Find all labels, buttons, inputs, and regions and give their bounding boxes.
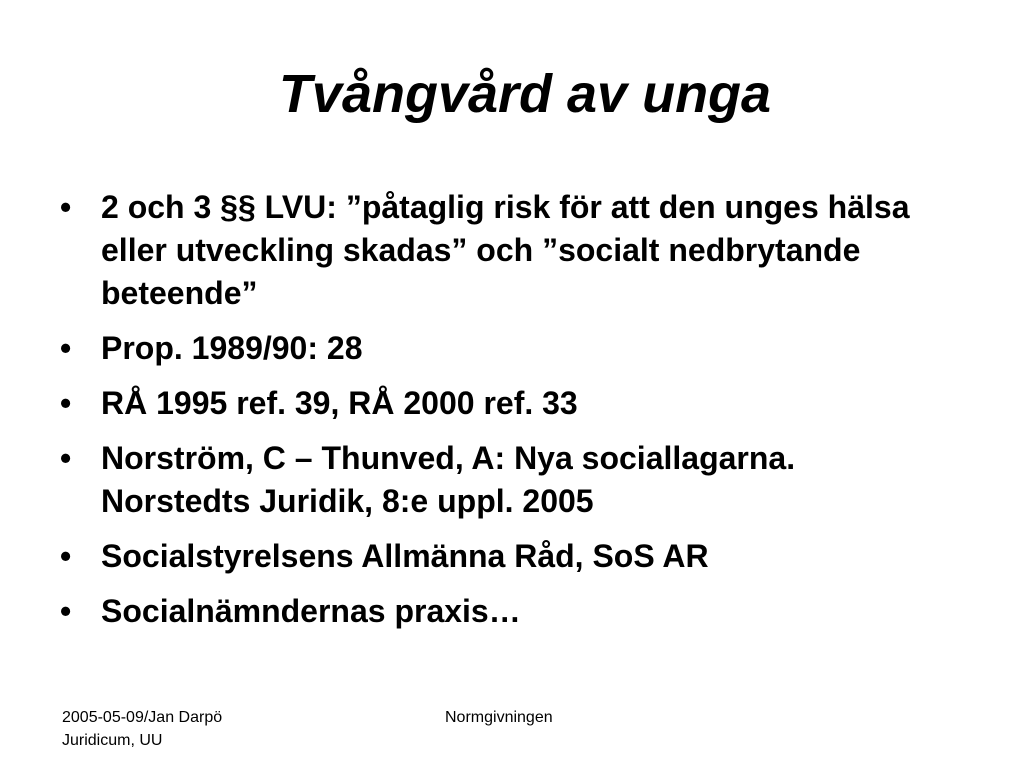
bullet-icon: • (60, 593, 72, 629)
bullet-item-sos (60, 535, 920, 578)
bullet-text: RÅ 1995 ref. 39, RÅ 2000 ref. 33 (101, 385, 578, 421)
slide-title: Tvångvård av unga (278, 64, 772, 124)
footer-date-author: 2005-05-09/Jan Darpö (62, 709, 223, 726)
bullet-text: 2 och 3 §§ LVU: ”påtaglig risk för att den unges hälsa eller utveckling skadas” och ”socialt nedbrytande beteende” (101, 189, 910, 311)
bullet-text: Socialstyrelsens Allmänna Råd, SoS AR (101, 538, 709, 574)
bullet-icon: • (60, 440, 72, 476)
footer-institution: Juridicum, UU (62, 732, 163, 749)
bullet-icon: • (60, 538, 72, 574)
bullet-list (60, 186, 920, 645)
bullet-item-ra (60, 382, 920, 425)
footer-author (62, 706, 222, 752)
bullet-item-lvu (60, 186, 920, 315)
bullet-text: Prop. 1989/90: 28 (101, 330, 363, 366)
footer-topic: Normgivningen (445, 709, 553, 726)
bullet-text: Socialnämndernas praxis… (101, 593, 521, 629)
bullet-text: Norström, C – Thunved, A: Nya sociallagarna. Norstedts Juridik, 8:e uppl. 2005 (101, 440, 796, 519)
bullet-item-praxis (60, 590, 920, 633)
bullet-item-literature (60, 437, 920, 523)
bullet-item-prop (60, 327, 920, 370)
bullet-icon: • (60, 189, 72, 225)
bullet-icon: • (60, 330, 72, 366)
bullet-icon: • (60, 385, 72, 421)
